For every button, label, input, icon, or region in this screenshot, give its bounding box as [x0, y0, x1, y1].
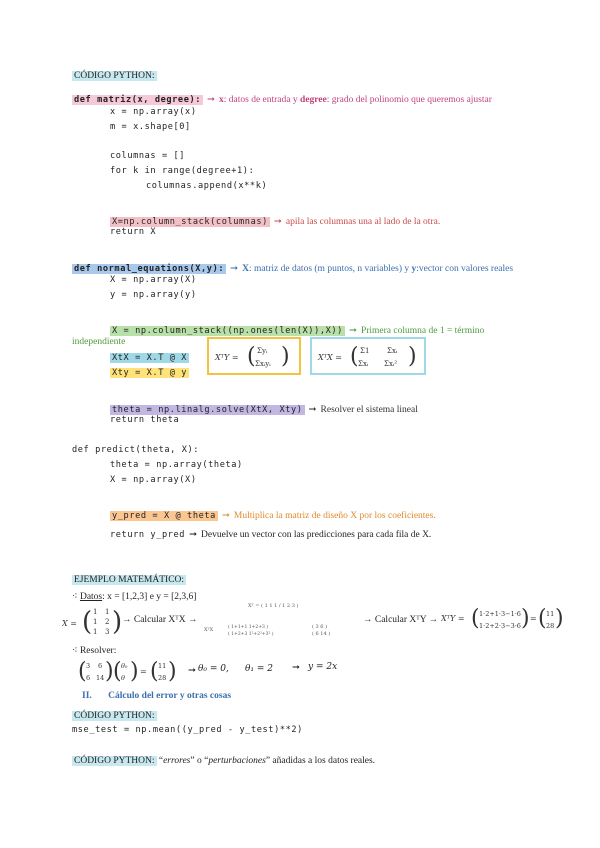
- svg-text:): ): [112, 607, 122, 637]
- svg-text:1: 1: [93, 608, 98, 616]
- bullet-icon: ⁖: [72, 646, 80, 656]
- svg-text:( 6 14 ): ( 6 14 ): [312, 631, 331, 637]
- svg-text:6: 6: [86, 674, 91, 682]
- xty-formula-box: [207, 337, 301, 375]
- svg-text:28: 28: [546, 622, 555, 630]
- code-line-append: columnas.append(x**k): [146, 181, 268, 191]
- svg-text:28: 28: [158, 674, 167, 682]
- svg-text:Σxᵢ: Σxᵢ: [387, 347, 398, 355]
- svg-text:XᵀY =: XᵀY =: [215, 353, 239, 362]
- svg-text:11: 11: [546, 610, 555, 618]
- svg-text:( 1+2+3 1²+2²+3² ): ( 1+2+3 1²+2²+3² ): [228, 632, 274, 637]
- code-line-mse: mse_test = np.mean((y_pred - y_test)**2): [72, 725, 303, 735]
- code-def-predict: def predict(theta, X):: [72, 445, 200, 455]
- svg-text:XᵀY =: XᵀY =: [441, 614, 465, 623]
- def-matriz-line: def matriz(x, degree): ➞ x: datos de entrada y degree: grado del polinomio que queremos ajustar: [74, 95, 492, 105]
- datos-line: ⁖ Datos: x = [1,2,3] e y = [2,3,6]: [72, 592, 197, 602]
- code-line-xtx: XtX = X.T @ X: [112, 353, 188, 363]
- svg-text:Σxᵢ²: Σxᵢ²: [384, 360, 398, 368]
- arrow-icon: ➞: [188, 666, 196, 676]
- codigo-title-2: CÓDIGO PYTHON:: [74, 711, 155, 721]
- svg-text:Σyᵢ: Σyᵢ: [257, 347, 268, 355]
- svg-text:1: 1: [93, 628, 98, 636]
- svg-text:θ₀: θ₀: [121, 662, 128, 670]
- svg-text:=: =: [140, 667, 147, 676]
- def-normal-line: def normal_equations(X,y): ➞ X: matriz de datos (m puntos, n variables) y y:vector con valores reales: [74, 264, 514, 274]
- code-line-X: X = np.array(X): [110, 275, 197, 285]
- svg-text:Σxᵢ: Σxᵢ: [358, 360, 369, 368]
- code-line-pred: y_pred = X @ theta: [112, 511, 216, 521]
- xtx-formula-svg: [312, 339, 424, 373]
- arrow-icon: ➞: [207, 95, 215, 105]
- section-number: II.: [82, 691, 92, 701]
- ones-line: X = np.column_stack((np.ones(len(X)),X)) ➞ Primera columna de 1 = término: [112, 326, 485, 336]
- matrix-X-svg: [62, 604, 122, 638]
- svg-text:(: (: [471, 606, 480, 631]
- code-line-ones: X = np.column_stack((np.ones(len(X)),X)): [112, 326, 343, 336]
- svg-text:): ): [408, 344, 417, 369]
- section-II-heading: [82, 691, 231, 701]
- xtx-formula-box: [310, 337, 426, 375]
- stack-line: X=np.column_stack(columnas) ➞ apila las columnas una al lado de la otra.: [112, 217, 441, 227]
- svg-text:): ): [281, 344, 290, 369]
- svg-text:1·2+1·3−1·6: 1·2+1·3−1·6: [479, 610, 521, 618]
- code-line-for: for k in range(degree+1):: [110, 166, 255, 176]
- ones-note-cont: independiente: [72, 337, 126, 347]
- system-matrix-svg: [78, 657, 188, 687]
- section-title: Cálculo del error y otras cosas: [108, 691, 232, 701]
- calc-xty-label: → Calcular XᵀY →: [363, 615, 439, 625]
- code-line-X-array: X = np.array(X): [110, 475, 197, 485]
- svg-text:3: 3: [86, 662, 91, 670]
- svg-text:): ): [521, 606, 530, 631]
- svg-text:1·2+2·3−3·6: 1·2+2·3−3·6: [479, 622, 521, 630]
- svg-text:XᵀX =: XᵀX =: [318, 353, 342, 362]
- arrow-icon: ➞: [221, 511, 230, 521]
- arrow-icon: ➞: [273, 217, 282, 227]
- arrow-icon: ➞: [348, 326, 357, 336]
- solution-theta0: θ₀ = 0,: [198, 664, 229, 674]
- xtx-calc-svg: [202, 600, 352, 642]
- matrix-X: [62, 604, 122, 643]
- svg-text:): ): [168, 659, 177, 684]
- svg-text:(: (: [350, 344, 359, 369]
- svg-text:X =: X =: [62, 619, 77, 628]
- svg-text:Xᵀ = ( 1 1 1 / 1 2 3 ): Xᵀ = ( 1 1 1 / 1 2 3 ): [248, 603, 299, 609]
- svg-text:): ): [105, 659, 114, 684]
- code-line-theta-array: theta = np.array(theta): [110, 460, 243, 470]
- svg-text:): ): [555, 606, 564, 631]
- pred-line: y_pred = X @ theta ➞ Multiplica la matriz de diseño X por los coeficientes.: [112, 511, 436, 521]
- solution-line: y = 2x: [308, 662, 338, 672]
- svg-text:(: (: [538, 606, 547, 631]
- svg-text:Σ1: Σ1: [360, 347, 370, 355]
- errores-line: CÓDIGO PYTHON: “errores” o “perturbaciones” añadidas a los datos reales.: [74, 756, 376, 766]
- example-title: EJEMPLO MATEMÁTICO:: [74, 575, 185, 585]
- svg-text:2: 2: [105, 618, 110, 626]
- code-line-y: y = np.array(y): [110, 290, 197, 300]
- svg-text:1: 1: [105, 608, 110, 616]
- svg-text:11: 11: [158, 662, 167, 670]
- svg-text:1: 1: [93, 618, 98, 626]
- code-def-matriz: def matriz(x, degree):: [74, 95, 202, 105]
- code-def-normal: def normal_equations(X,y):: [74, 264, 225, 274]
- theta-line: theta = np.linalg.solve(XtX, Xty) ➞ Resolver el sistema lineal: [112, 405, 418, 415]
- svg-text:): ): [130, 659, 139, 684]
- svg-text:6: 6: [98, 662, 103, 670]
- arrow-icon: ➞: [189, 530, 198, 540]
- code-line-return-pred: return y_pred: [110, 530, 186, 540]
- return-pred-line: return y_pred ➞ Devuelve un vector con las predicciones para cada fila de X.: [110, 530, 432, 540]
- code-line-xty: Xty = X.T @ y: [112, 368, 188, 378]
- xtx-calc: [202, 600, 352, 647]
- arrow-icon: ➞: [308, 405, 317, 415]
- code-line-columnas: columnas = []: [110, 151, 186, 161]
- code-line-return-theta: return theta: [110, 415, 180, 425]
- arrow-icon: ➞: [230, 264, 239, 274]
- svg-text:=: =: [530, 614, 537, 623]
- code-line-stack: X=np.column_stack(columnas): [112, 217, 268, 227]
- svg-text:14: 14: [96, 674, 105, 682]
- xty-result-svg: [441, 604, 566, 634]
- code-line-x: x = np.array(x): [110, 107, 197, 117]
- calc-xtx-label: → Calcular XᵀX →: [122, 615, 198, 625]
- bullet-icon: ⁖: [72, 592, 80, 602]
- svg-text:( 1+1+1 1+2+3 ): ( 1+1+1 1+2+3 ): [228, 625, 269, 630]
- svg-text:(: (: [78, 659, 87, 684]
- svg-text:Σxᵢyᵢ: Σxᵢyᵢ: [255, 360, 271, 368]
- code-line-return-x: return X: [110, 227, 157, 237]
- svg-text:3: 3: [105, 628, 110, 636]
- resolver-line: ⁖ Resolver:: [72, 646, 117, 656]
- svg-text:(: (: [150, 659, 159, 684]
- svg-text:(: (: [247, 344, 256, 369]
- codigo-title-3: CÓDIGO PYTHON:: [74, 756, 155, 766]
- svg-text:(: (: [113, 659, 122, 684]
- svg-text:( 3 6 ): ( 3 6 ): [312, 624, 328, 630]
- section-title-codigo: CÓDIGO PYTHON:: [74, 71, 155, 81]
- xty-formula-svg: [209, 339, 299, 373]
- svg-text:(: (: [82, 607, 93, 637]
- xty-result: [441, 604, 566, 639]
- svg-text:θ: θ: [121, 674, 125, 682]
- system-matrix: [78, 657, 188, 692]
- svg-text:XᵀX: XᵀX: [204, 627, 214, 633]
- arrow-icon: ➞: [292, 663, 300, 673]
- code-line-m: m = x.shape[0]: [110, 122, 191, 132]
- code-line-theta: theta = np.linalg.solve(XtX, Xty): [112, 405, 303, 415]
- solution-theta1: θ₁ = 2: [245, 664, 274, 674]
